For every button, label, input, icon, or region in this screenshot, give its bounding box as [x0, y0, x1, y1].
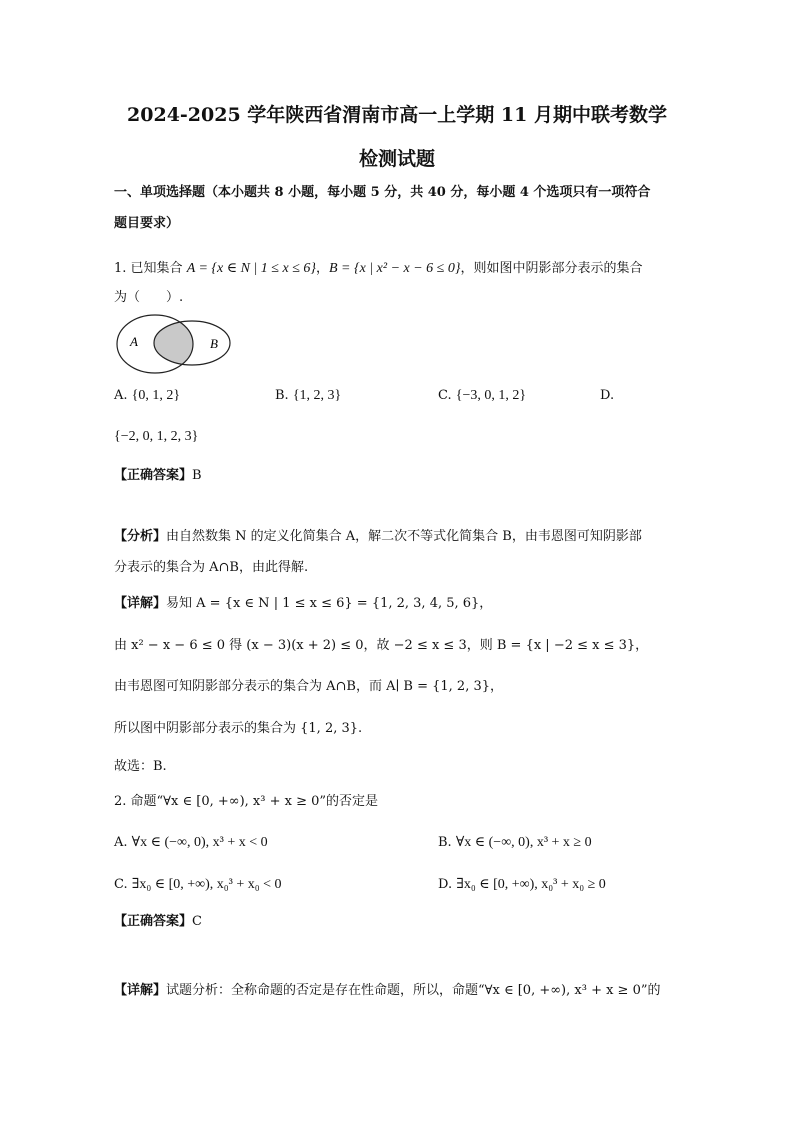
q2-option-d[interactable] — [438, 876, 606, 894]
q1-stem-line2: 为（ ）. — [114, 290, 184, 305]
q1-answer — [114, 467, 202, 485]
q1-detail-line3: 由韦恩图可知阴影部分表示的集合为 A∩B，而 A∣ B = {1, 2, 3}， — [114, 679, 503, 694]
q2-option-c[interactable] — [114, 876, 282, 894]
q1-analysis-line2: 分表示的集合为 A∩B，由此得解. — [114, 560, 309, 575]
q2-option-b-letter: B. — [438, 835, 452, 850]
q1-stem-suffix: ，则如图中阴影部分表示的集合 — [460, 261, 643, 276]
q1-option-d-letter: D. — [600, 388, 615, 403]
q1-option-b-text: {1, 2, 3} — [292, 388, 342, 403]
q1-option-c[interactable] — [438, 387, 526, 405]
q1-analysis-line1 — [114, 528, 642, 546]
q1-detail-line2: 由 x² − x − 6 ≤ 0 得 (x − 3)(x + 2) ≤ 0，故 −2 ≤ x ≤ 3，则 B = {x | −2 ≤ x ≤ 3}， — [114, 638, 649, 653]
venn-label-a: A — [130, 334, 138, 349]
venn-diagram — [114, 312, 236, 376]
q1-option-a-letter: A. — [114, 388, 128, 403]
q1-set-a: A = {x ∈ N | 1 ≤ x ≤ 6} — [186, 261, 316, 276]
doc-title-line2: 检测试题 — [358, 148, 435, 170]
q1-answer-label: 【正确答案】 — [114, 468, 193, 483]
q2-detail-label: 【详解】 — [114, 983, 167, 998]
q1-detail-line5: 故选：B. — [114, 759, 167, 774]
q1-option-a[interactable] — [114, 387, 180, 405]
section-heading-line2: 题目要求） — [114, 216, 180, 231]
q2-option-d-letter: D. — [438, 877, 453, 892]
q1-detail-line1 — [114, 595, 492, 613]
q1-stem — [114, 260, 642, 278]
q2-option-d-text: ∃x₀ ∈ [0, +∞), x₀³ + x₀ ≥ 0 — [456, 877, 606, 892]
q1-stem-prefix: 1. 已知集合 — [114, 261, 183, 276]
doc-title-line1: 2024-2025 学年陕西省渭南市高一上学期 11 月期中联考数学 — [127, 104, 667, 126]
q2-option-b-text: ∀x ∈ (−∞, 0), x³ + x ≥ 0 — [455, 835, 592, 850]
section-heading-line1: 一、单项选择题（本小题共 8 小题，每小题 5 分，共 40 分，每小题 4 个选项只有一项符合 — [114, 185, 651, 200]
q2-option-c-text: ∃x₀ ∈ [0, +∞), x₀³ + x₀ < 0 — [131, 877, 282, 892]
q1-set-b: B = {x | x² − x − 6 ≤ 0} — [329, 261, 461, 276]
q2-option-b[interactable] — [438, 834, 592, 852]
q1-option-b[interactable] — [275, 387, 341, 405]
q1-detail-label: 【详解】 — [114, 596, 167, 611]
q2-option-a-letter: A. — [114, 835, 128, 850]
q1-option-a-text: {0, 1, 2} — [131, 388, 181, 403]
q1-answer-value: B — [192, 468, 202, 483]
q2-stem: 2. 命题“∀x ∈ [0, +∞), x³ + x ≥ 0”的否定是 — [114, 794, 379, 809]
q1-comma: ， — [315, 261, 329, 276]
q1-analysis-text1: 由自然数集 N 的定义化简集合 A，解二次不等式化简集合 B，由韦恩图可知阴影部 — [166, 529, 642, 544]
q2-option-a-text: ∀x ∈ (−∞, 0), x³ + x < 0 — [131, 835, 268, 850]
q1-option-d[interactable] — [114, 428, 198, 446]
q2-answer-label: 【正确答案】 — [114, 914, 193, 929]
q1-detail-line4: 所以图中阴影部分表示的集合为 {1, 2, 3}. — [114, 721, 363, 736]
q2-detail — [114, 982, 661, 1000]
q1-option-c-letter: C. — [438, 388, 452, 403]
venn-label-b: B — [210, 336, 218, 351]
q2-option-a[interactable] — [114, 834, 268, 852]
q1-option-d-text: {−2, 0, 1, 2, 3} — [114, 429, 199, 444]
q1-option-b-letter: B. — [275, 388, 289, 403]
q2-detail-text: 试题分析：全称命题的否定是存在性命题，所以，命题“∀x ∈ [0, +∞), x³ + x ≥ 0”的 — [166, 983, 661, 998]
q2-answer — [114, 913, 202, 931]
q2-answer-value: C — [192, 914, 202, 929]
q2-option-c-letter: C. — [114, 877, 128, 892]
q1-detail-text1: 易知 A = {x ∈ N | 1 ≤ x ≤ 6} = {1, 2, 3, 4, 5, 6}， — [166, 596, 493, 611]
q1-option-c-text: {−3, 0, 1, 2} — [455, 388, 527, 403]
q1-option-d-letter-box[interactable] — [600, 387, 614, 405]
q1-analysis-label: 【分析】 — [114, 529, 167, 544]
